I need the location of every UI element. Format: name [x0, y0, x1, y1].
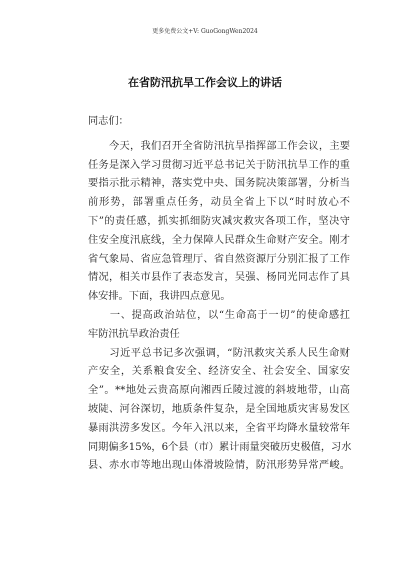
body-line: 今天，我们召开全省防汛抗旱指挥部工作会议，主要: [88, 140, 350, 152]
document-body: [88, 113, 350, 476]
body-line: 全”。**地处云贵高原向湘西丘陵过渡的斜坡地带，山高: [88, 385, 350, 397]
body-line: 下”的责任感，抓实抓细防灾减灾救灾各项工作，坚决守: [88, 215, 350, 227]
section-heading-line: 牢防汛抗旱政治责任: [88, 328, 180, 340]
header-note: 更多免费公文+V: GuoGongWen2024: [152, 28, 258, 35]
body-line: 暴雨洪涝多发区。今年入汛以来，全省平均降水量较常年: [88, 422, 350, 434]
body-line: 产安全，关系粮食安全、经济安全、社会安全、国家安: [88, 366, 350, 378]
body-line: 要指示批示精神，落实党中央、国务院决策部署，分析当: [88, 178, 350, 190]
body-line: 前形势，部署重点任务，动员全省上下以“时时放心不: [88, 197, 350, 209]
body-line: 县、赤水市等地出现山体滑坡险情，防汛形势异常严峻。: [88, 460, 350, 472]
body-line: 坡陡、河谷深切，地质条件复杂，是全国地质灾害易发区: [88, 403, 350, 415]
section-heading-line: 一、提高政治站位，以“生命高于一切”的使命感扛: [88, 309, 350, 321]
document-title: 在省防汛抗旱工作会议上的讲话: [128, 76, 282, 89]
body-line: 省气象局、省应急管理厅、省自然资源厅分别汇报了工作: [88, 253, 350, 265]
body-line: 习近平总书记多次强调，“防汛救灾关系人民生命财: [88, 347, 350, 359]
greeting: 同志们：: [88, 116, 129, 127]
body-line: 同期偏多15%，6个县（市）累计雨量突破历史极值，习水: [88, 441, 352, 453]
body-line: 情况，相关市县作了表态发言，吴强、杨同光同志作了具: [88, 272, 350, 284]
body-line: 体安排。下面，我讲四点意见。: [88, 291, 231, 303]
body-line: 住安全度汛底线，全力保障人民群众生命财产安全。刚才: [88, 234, 350, 246]
body-line: 任务是深入学习贯彻习近平总书记关于防汛抗旱工作的重: [88, 159, 350, 171]
